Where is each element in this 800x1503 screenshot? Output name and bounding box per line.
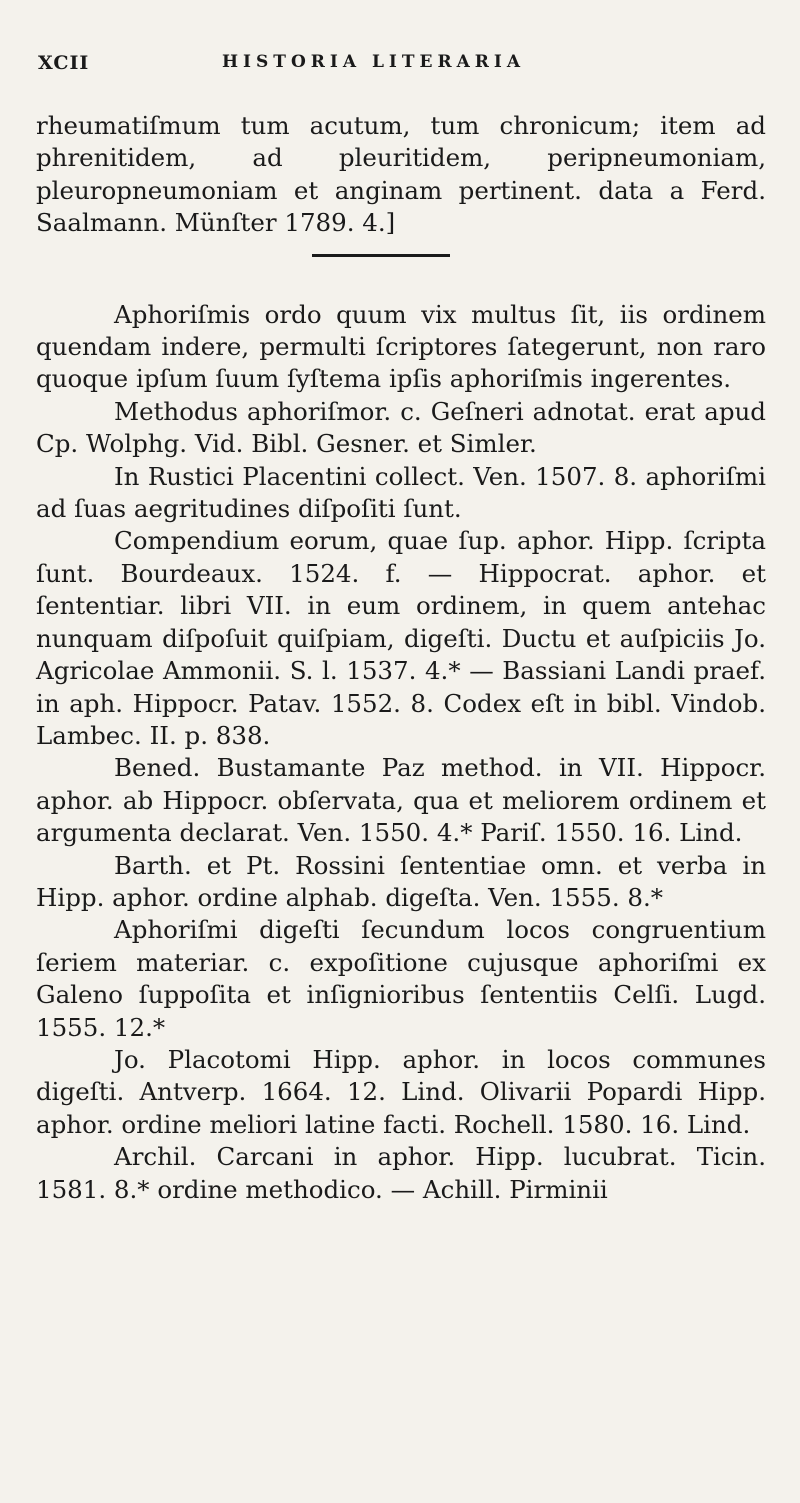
running-title: HISTORIA LITERARIA [222, 52, 526, 72]
paragraph: Archil. Carcani in aphor. Hipp. lucubrat. Ticin. 1581. 8.* ordine methodico. — Achill. Pirminii [36, 1142, 766, 1204]
paragraph: In Rustici Placentini collect. Ven. 1507. 8. aphoriſmi ad ſuas aegritudines diſpoſiti ſunt. [36, 461, 766, 524]
running-header [36, 52, 766, 78]
paragraph: Aphoriſmi digeſti ſecundum locos congruentium ſeriem materiar. c. expoſitione cujusque aphoriſmi ex Galeno ſuppoſita et inſignioribus ſententiis Celſi. Lugd. 1555. 12.* [36, 915, 766, 1042]
paragraph: Bened. Bustamante Paz method. in VII. Hippocr. aphor. ab Hippocr. obſervata, qua et meliorem ordinem et argumenta declarat. Ven. 1550. 4.* Pariſ. 1550. 16. Lind. [36, 753, 766, 848]
text-body [36, 110, 766, 1206]
paragraph: Methodus aphoriſmor. c. Geſneri adnotat. erat apud Cp. Wolphg. Vid. Bibl. Gesner. et Simler. [36, 396, 766, 459]
paragraph: Jo. Placotomi Hipp. aphor. in locos communes digeſti. Antverp. 1664. 12. Lind. Olivarii Popardi Hipp. aphor. ordine meliori latine facti. Rochell. 1580. 16. Lind. [36, 1044, 766, 1139]
paragraph: Aphoriſmis ordo quum vix multus ſit, iis ordinem quendam indere, permulti ſcriptores ſategerunt, non raro quoque ipſum ſuum ſyſtema ipſis aphoriſmis ingerentes. [36, 299, 766, 394]
book-page [36, 0, 766, 1503]
paragraph-continued: rheumatiſmum tum acutum, tum chronicum; item ad phrenitidem, ad pleuritidem, peripneumoniam, pleuropneumoniam et anginam pertinent. data a Ferd. Saalmann. Münſter 1789. 4.] [36, 111, 766, 238]
page-number: XCII [38, 52, 90, 74]
section-divider [312, 254, 450, 257]
paragraph: Barth. et Pt. Rossini ſententiae omn. et verba in Hipp. aphor. ordine alphab. digeſta. Ven. 1555. 8.* [36, 850, 766, 912]
paragraph: Compendium eorum, quae ſup. aphor. Hipp. ſcripta ſunt. Bourdeaux. 1524. f. — Hippocrat. aphor. et ſententiar. libri VII. in eum ordinem, in quem antehac nunquam diſpoſuit quiſpiam, digeſti. Ductu et auſpiciis Jo. Agricolae Ammonii. S. l. 1537. 4.* — Bassiani Landi praef. in aph. Hippocr. Patav. 1552. 8. Codex eſt in bibl. Vindob. Lambec. II. p. 838. [36, 526, 766, 750]
